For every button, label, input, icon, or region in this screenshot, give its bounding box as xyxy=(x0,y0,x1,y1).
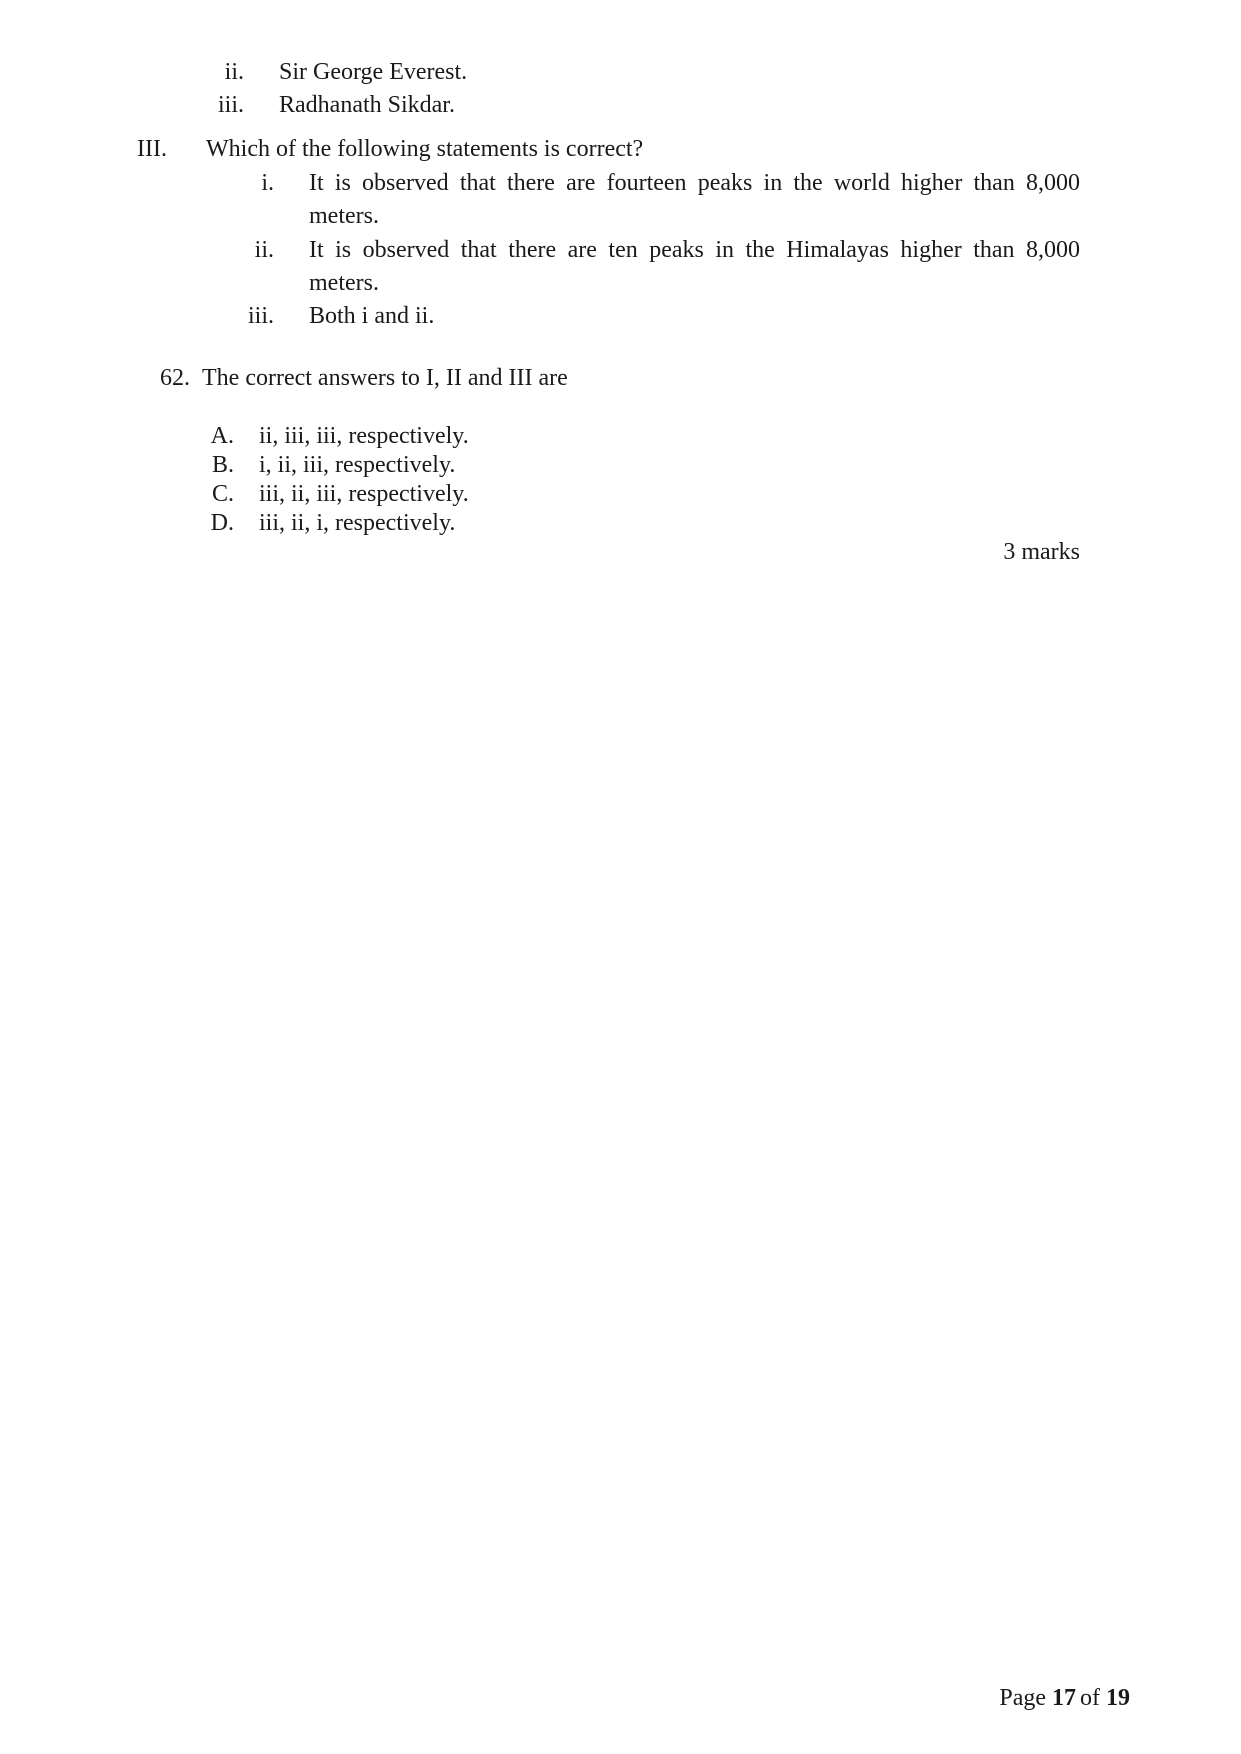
statement-numeral: iii. xyxy=(247,303,274,329)
statement-text: Both i and ii. xyxy=(309,303,435,329)
statement-numeral: ii. xyxy=(254,237,274,263)
previous-option-numeral: iii. xyxy=(217,92,244,118)
option-text: i, ii, iii, respectively. xyxy=(259,452,456,478)
current-page: 17 xyxy=(1052,1685,1076,1711)
option-letter: A. xyxy=(210,423,234,449)
page-label: Page xyxy=(999,1685,1046,1711)
section-three-question: Which of the following statements is correct? xyxy=(206,136,644,162)
option-letter: D. xyxy=(210,510,234,536)
of-label: of xyxy=(1080,1685,1100,1711)
statement-text: It is observed that there are fourteen peaks in the world higher than 8,000 meters. xyxy=(309,170,1080,229)
previous-option-numeral: ii. xyxy=(224,59,244,85)
question-number: 62. xyxy=(160,365,190,391)
option-text: ii, iii, iii, respectively. xyxy=(259,423,469,449)
total-pages: 19 xyxy=(1106,1685,1130,1711)
previous-option-text: Radhanath Sikdar. xyxy=(279,92,455,118)
option-letter: C. xyxy=(211,481,234,507)
statement-text: It is observed that there are ten peaks in the Himalayas higher than 8,000 meters. xyxy=(309,237,1080,296)
option-text: iii, ii, iii, respectively. xyxy=(259,481,469,507)
section-three-numeral: III. xyxy=(137,136,167,162)
option-text: iii, ii, i, respectively. xyxy=(259,510,456,536)
question-text: The correct answers to I, II and III are xyxy=(202,365,568,391)
option-letter: B. xyxy=(211,452,234,478)
statement-numeral: i. xyxy=(261,170,274,196)
page-number xyxy=(880,1682,1130,1715)
previous-option-text: Sir George Everest. xyxy=(279,59,468,85)
marks-label: 3 marks xyxy=(1003,539,1080,565)
